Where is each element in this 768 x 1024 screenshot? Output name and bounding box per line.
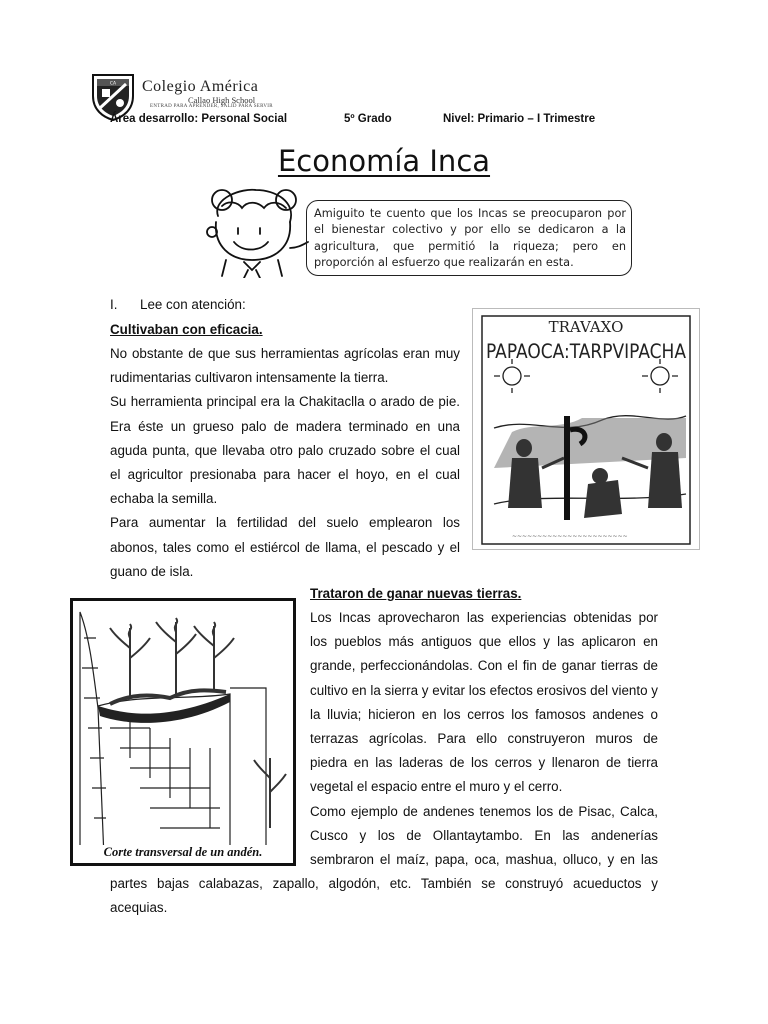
page-title: Economía Inca xyxy=(277,144,491,178)
illustration-title-top: TRAVAXO xyxy=(548,318,624,336)
grade-label: 5º Grado xyxy=(344,113,392,125)
paragraph-continuation: partes bajas calabazas, zapallo, algodón, etc. También se construyó acueductos y acequias. xyxy=(110,876,658,916)
illustration-title-bottom: PAPAOCA:TARPVIPACHA xyxy=(486,340,687,363)
girl-illustration xyxy=(198,186,310,278)
area-label: Área desarrollo: Personal Social xyxy=(110,113,288,125)
school-subtitle: Callao High School xyxy=(188,95,256,105)
section-number: I. xyxy=(110,297,118,312)
paragraph: Como ejemplo de andenes tenemos los de Pisac, Calca, Cusco y los de Ollantaytambo. En las andenerías sembraron el maíz, papa, oca, mashua, olluco, y en las xyxy=(310,803,658,868)
inca-farming-illustration xyxy=(472,308,700,550)
paragraph: Su herramienta principal era la Chakitaclla o arado de pie. Era éste un grueso palo de madera terminado en una aguda punta, que llevaba otro palo cruzado sobre el cual el agricultor presionaba para hacer el hoyo, en el cual echaba la semilla. xyxy=(110,394,460,507)
svg-text:CA: CA xyxy=(109,81,117,87)
text-block-cultivaban xyxy=(110,342,460,584)
level-label: Nivel: Primario – I Trimestre xyxy=(443,113,596,125)
terrace-cross-section-illustration xyxy=(70,598,296,866)
paragraph: Los Incas aprovecharon las experiencias obtenidas por los pueblos más antiguos que ellos y las aplicaron en grande, perfeccionándolas. Con el fin de ganar tierras de cultivo en la sierra y evitar los efectos erosivos del viento y la lluvia; hicieron en los cerros los famosos andenes o terrazas agrícolas. Para ello construyeron muros de piedra en las laderas de los cerros y llenaron de tierra vegetal el espacio entre el muro y el cerro. xyxy=(310,610,658,795)
paragraph: Para aumentar la fertilidad del suelo emplearon los abonos, tales como el estiércol de llama, el pescado y el guano de isla. xyxy=(110,515,460,579)
heading-nuevas-tierras: Trataron de ganar nuevas tierras. xyxy=(310,586,522,601)
paragraph: No obstante de que sus herramientas agrícolas eran muy rudimentarias cultivaron intensamente la tierra. xyxy=(110,346,460,386)
speech-bubble-text: Amiguito te cuento que los Incas se preocuparon por el bienestar colectivo y por ello se dedicaron a la agricultura, que permitió la riqueza; pero en proporción al esfuerzo que realizarán en esta. xyxy=(314,207,626,269)
section-instruction: Lee con atención: xyxy=(140,297,246,312)
heading-cultivaban: Cultivaban con eficacia. xyxy=(110,322,263,337)
school-name: Colegio América xyxy=(142,78,259,95)
terrace-caption: Corte transversal de un andén. xyxy=(78,845,288,860)
school-motto: ENTRAD PARA APRENDER, SALID PARA SERVIR xyxy=(150,104,273,109)
text-block-nuevas-tierras xyxy=(310,606,658,872)
svg-text:~~~~~~~~~~~~~~~~~~~~~~~: ~~~~~~~~~~~~~~~~~~~~~~~ xyxy=(512,533,628,540)
